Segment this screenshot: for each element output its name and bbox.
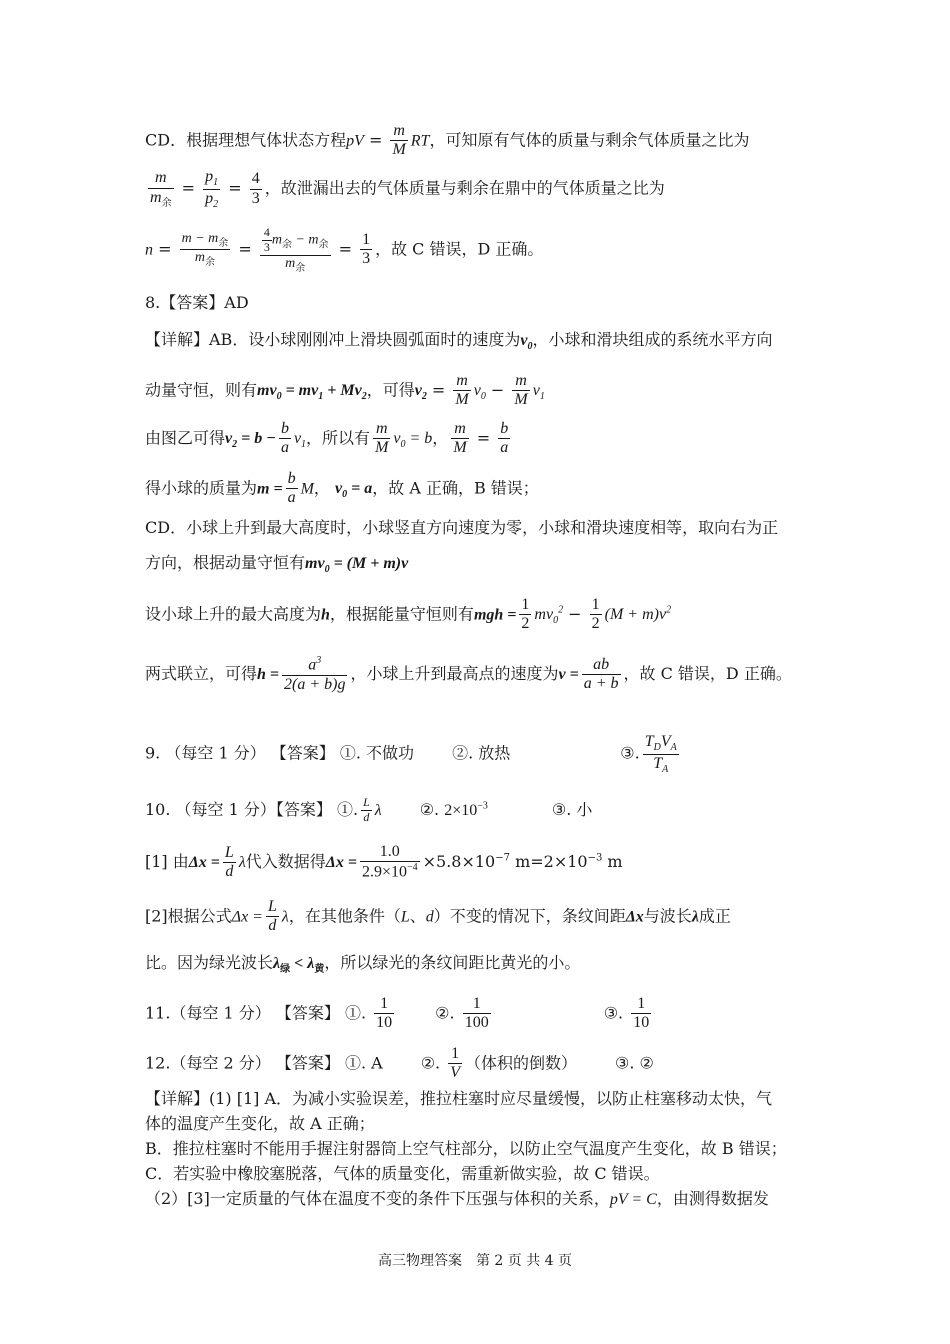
- q12-detail-1: 【详解】(1) [1] A．为减小实验误差，推拉柱塞时应尽量缓慢，以防止柱塞移动太快，气: [145, 1089, 773, 1108]
- page-footer: 高三物理答案 第 2 页 共 4 页: [377, 1253, 573, 1269]
- q10-detail-1: [1] 由Δx = $\frac{L}{d}$ λ代入数据得Δx = $\frac{1.0}{2.9\times 10^{-4}}$ $\times 5.8\times 10^{-7}$ $m=2\times 10^{-3}$ m: [145, 843, 623, 881]
- q10-answer: 10. （每空 1 分）【答案】 ①. $\frac{L}{d}$ λ ②. $2\times 10^{-3}$ ③. 小: [145, 795, 593, 824]
- equation-pv: pV: [346, 132, 364, 150]
- q8-detail-5: CD．小球上升到最大高度时，小球竖直方向速度为零，小球和滑块速度相等，取向右为正: [145, 518, 779, 537]
- q11-answer: 11.（每空 1 分） 【答案】 ①. $\frac{1}{10}$ ②. $\frac{1}{100}$ ③. $\frac{1}{10}$: [145, 995, 650, 1032]
- q12-detail-3: B．推拉柱塞时不能用手握注射器筒上空气柱部分，以防止空气温度产生变化，故 B 错误；: [145, 1139, 787, 1158]
- q9-answer: 9. （每空 1 分） 【答案】 ①. 不做功 ②. 放热 ③. $\frac{T_DV_A}{T_A}$: [145, 733, 677, 775]
- frac-1-3: $\frac{1}{3}$: [362, 231, 371, 268]
- frac-4-3: $\frac{4}{3}$: [251, 170, 260, 207]
- cd-line-1: CD．根据理想气体状态方程pV = $\frac{m}{M}$ RT，可知原有气体的质量与剩余气体质量之比为: [145, 122, 750, 159]
- q10-detail-3: 比。因为绿光波长$\lambda_绿 < \lambda_黄$，所以绿光的条纹间距比黄光的小。: [145, 953, 581, 976]
- q8-detail-2: 动量守恒，则有$mv_0 = mv_1 + Mv_2$，可得$v_2$ = $\frac{m}{M}$ $v_0$ − $\frac{m}{M}$ $v_1$: [145, 372, 545, 409]
- cd-line-2: $\frac{m}{m_余}$ = $\frac{p_1}{p_2}$ = $\frac{4}{3}$ ，故泄漏出去的气体质量与剩余在鼎中的气体质量之比为: [150, 168, 665, 210]
- q12-detail-2: 体的温度产生变化，故 A 正确；: [145, 1114, 375, 1133]
- frac-n-2: $\frac{4}{3}$ $m_余 - m_余$ $m_余$: [260, 226, 331, 274]
- frac-m-over-M: $\frac{m}{M}$: [392, 122, 406, 159]
- q12-detail-4: C．若实验中橡胶塞脱落，气体的质量变化，需重新做实验，故 C 错误。: [145, 1164, 660, 1183]
- q8-detail-8: 两式联立，可得h = $\frac{a^3}{2(a + b)g}$ ，小球上升到最高点的速度为v = $\frac{ab}{a + b}$ ，故 C 错误，D 正确。: [145, 655, 792, 693]
- q12-detail-5: （2）[3]一定质量的气体在温度不变的条件下压强与体积的关系，pV = C，由测得数据发: [145, 1189, 769, 1208]
- q12-answer: 12.（每空 2 分） 【答案】 ①. A ②. $\frac{1}{V}$ （体积的倒数） ③. ②: [145, 1045, 654, 1082]
- q8-detail-4: 得小球的质量为m = $\frac{b}{a}$ M， $v_0 = a$，故 A 正确，B 错误；: [145, 470, 539, 507]
- frac-n-1: $\frac{m - m_余}{m_余}$: [181, 231, 229, 269]
- q8-detail-1: 【详解】AB．设小球刚刚冲上滑块圆弧面时的速度为$v_0$，小球和滑块组成的系统水平方向: [145, 330, 773, 353]
- q10-detail-2: [2]根据公式Δx = $\frac{L}{d}$ λ，在其他条件（L、d）不变的情况下，条纹间距Δx与波长λ成正: [145, 898, 731, 935]
- frac-m-over-mrest: $\frac{m}{m_余}$: [150, 169, 172, 209]
- q8-answer: 8.【答案】AD: [145, 293, 249, 312]
- cd-line-3: n = $\frac{m - m_余}{m_余}$ = $\frac{4}{3}$ $m_余 - m_余$ $m_余$ = $\frac{1}{3}$ ，故 C 错误，D 正确。: [145, 225, 544, 274]
- frac-p1-p2: $\frac{p_1}{p_2}$: [205, 168, 219, 210]
- q8-detail-3: 由图乙可得$v_2 = b$ − $\frac{b}{a}$ $v_1$，所以有 $\frac{m}{M}$ $v_0 = b$， $\frac{m}{M}$ = $\frac{b}{a}$: [145, 420, 509, 457]
- q8-detail-6: 方向，根据动量守恒有$mv_0 = (M + m)v$: [145, 553, 409, 576]
- q8-detail-7: 设小球上升的最大高度为h，根据能量守恒则有mgh = $\frac{1}{2}$ $mv_0^2$ − $\frac{1}{2}$ $(M + m)v^2$: [145, 596, 672, 633]
